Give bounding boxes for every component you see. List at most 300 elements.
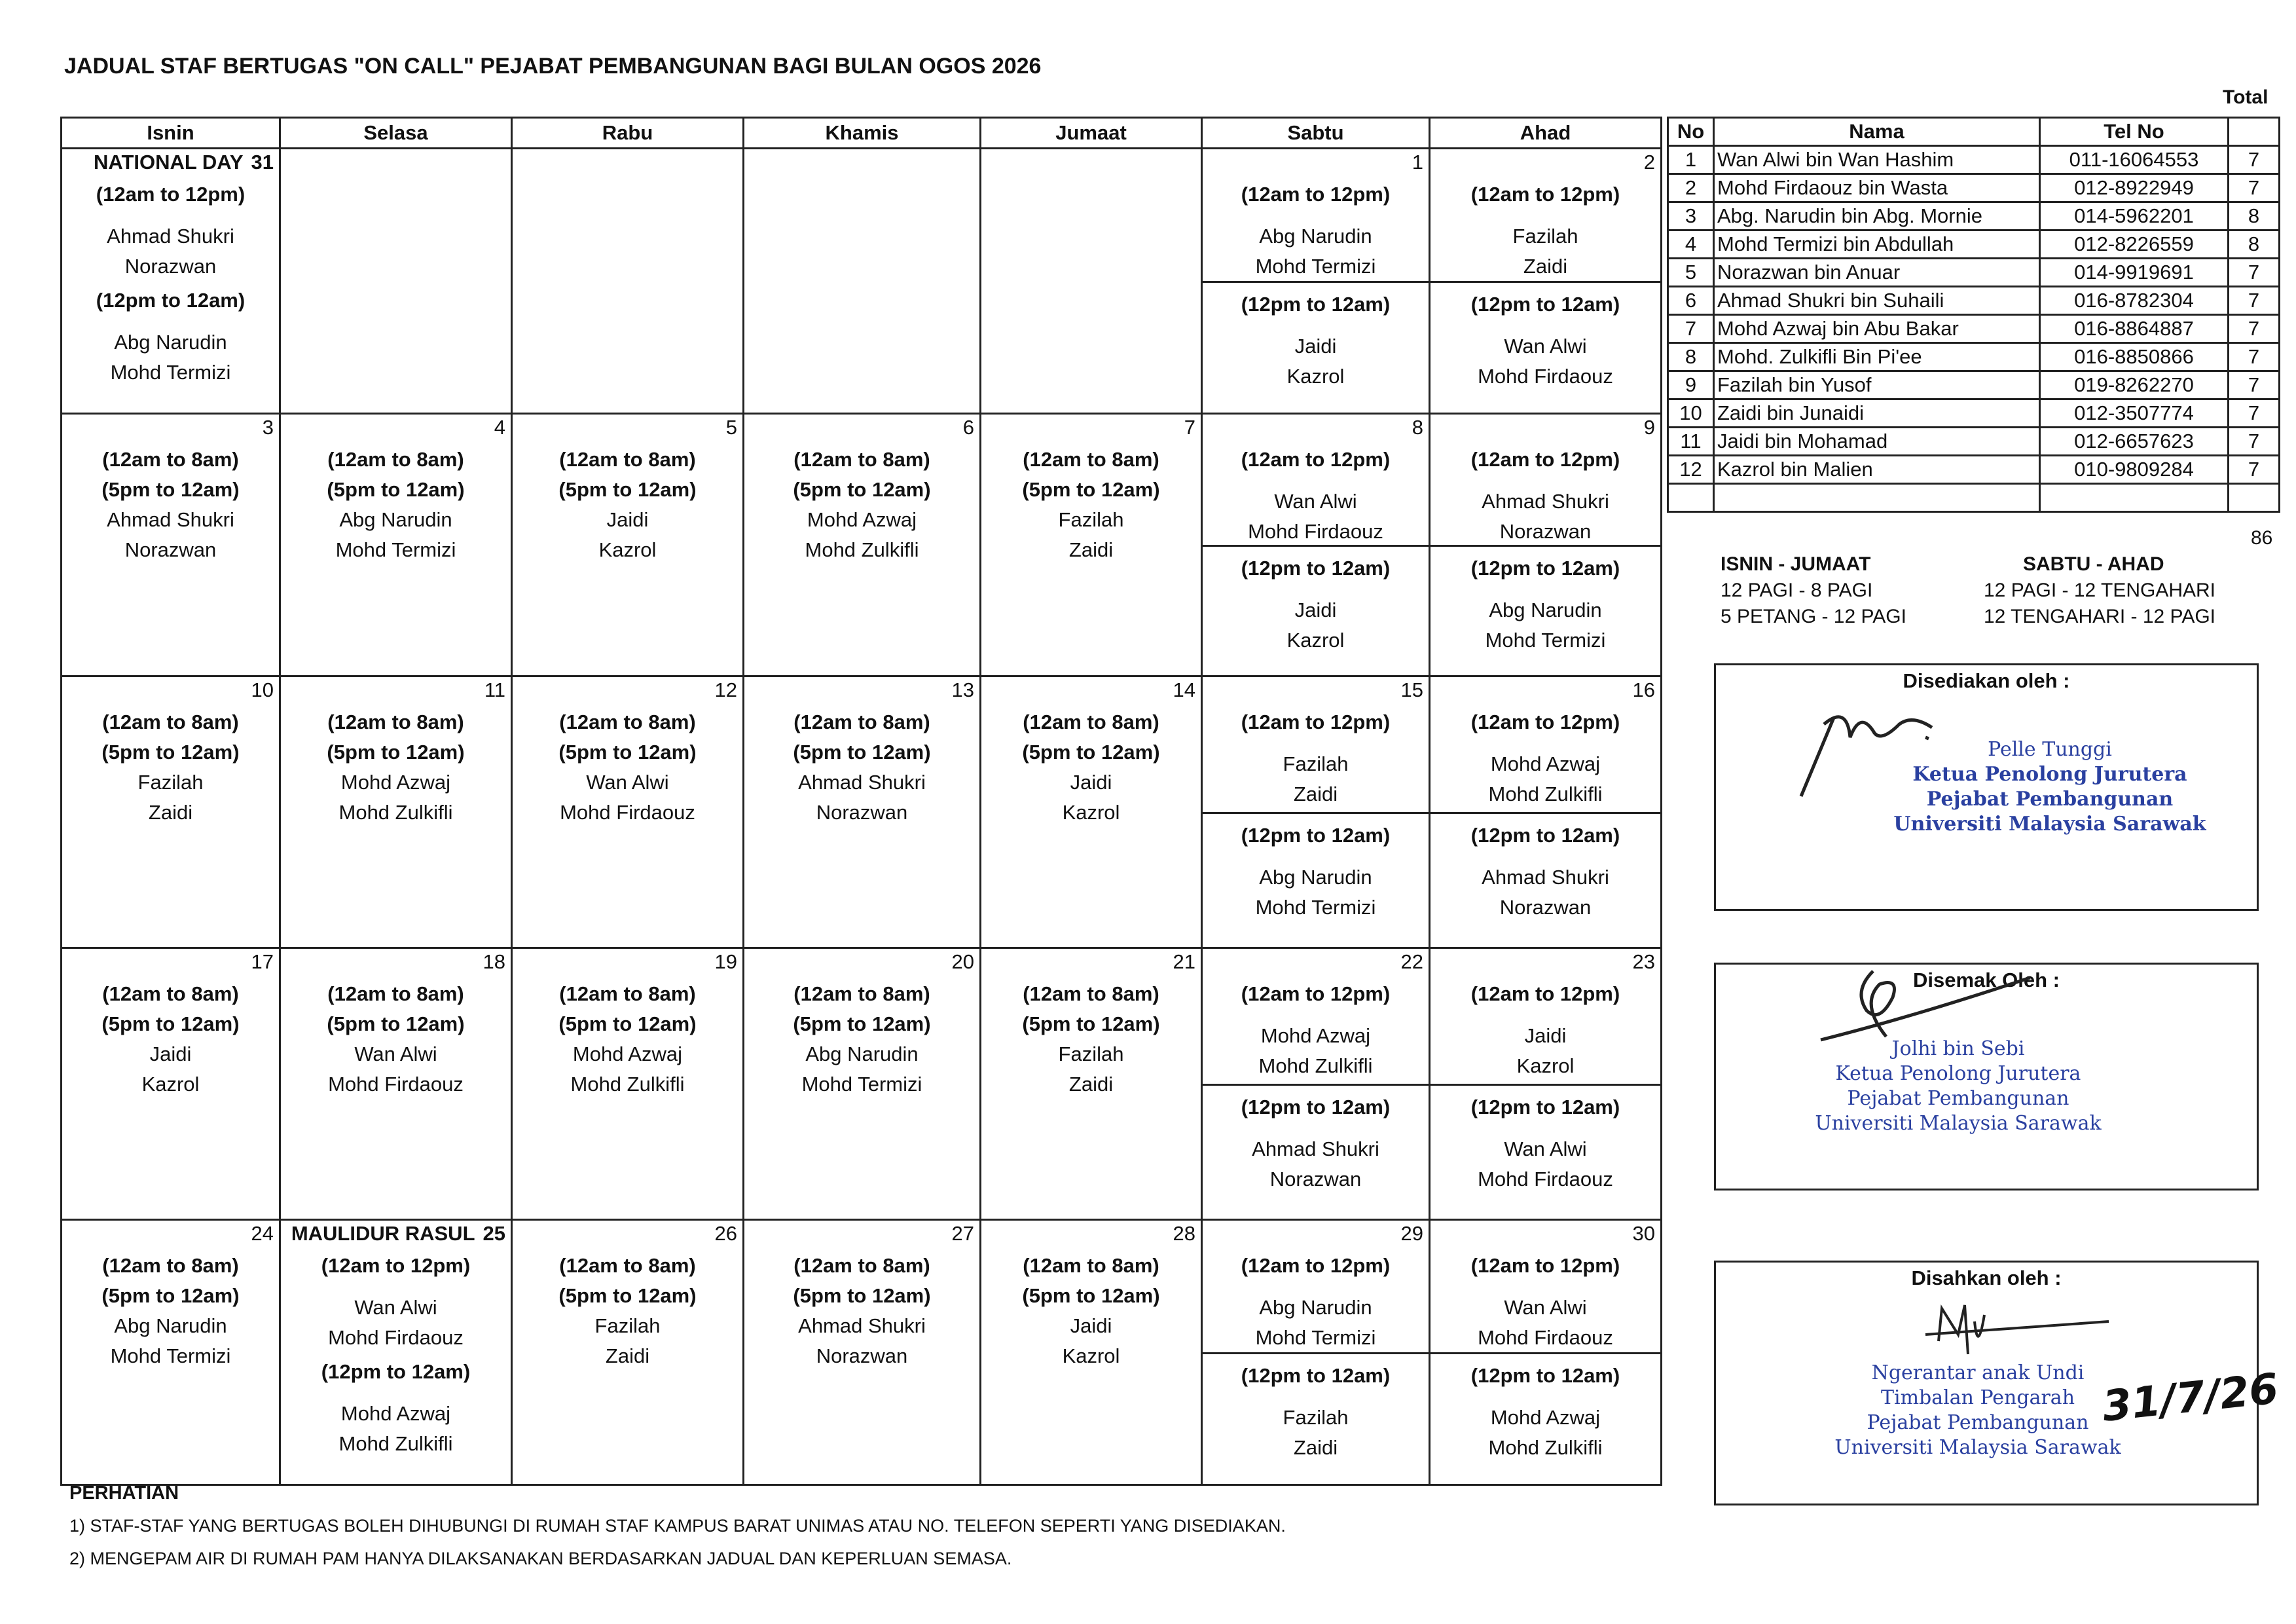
shift-half	[1430, 812, 1660, 945]
shift-block	[1203, 1086, 1429, 1194]
staff-name: Ahmad Shukri	[107, 225, 234, 248]
shift-time: (12am to 8am)	[327, 982, 464, 1005]
calendar-day-cell	[512, 149, 744, 414]
staff-name: Abg Narudin	[114, 331, 227, 354]
staff-name: Wan Alwi	[1504, 1137, 1587, 1160]
staff-name: Mohd Azwaj	[807, 508, 917, 531]
staff-phone: 010-9809284	[2040, 456, 2229, 484]
table-row	[1668, 202, 2280, 231]
calendar-day-cell	[1430, 1220, 1662, 1485]
day-number: 22	[1400, 950, 1423, 973]
staff-header-total	[2229, 118, 2280, 146]
day-number: 23	[1632, 950, 1655, 973]
shift-time: (12pm to 12am)	[1470, 824, 1620, 847]
day-number: 8	[1412, 416, 1423, 439]
staff-name: Mohd Zulkifli	[1488, 783, 1603, 805]
day-number: 16	[1632, 678, 1655, 701]
calendar-day-cell	[62, 149, 280, 414]
shift-block	[1203, 547, 1429, 655]
day-number: 9	[1643, 416, 1655, 439]
total-column-label: Total	[2223, 86, 2269, 108]
shift-time: (12pm to 12am)	[1241, 1364, 1391, 1387]
day-number: 4	[494, 416, 505, 439]
note-item: 1) STAF-STAF YANG BERTUGAS BOLEH DIHUBUNGI DI RUMAH STAF KAMPUS BARAT UNIMAS ATAU NO. TELEFON SEPERTI YANG DISEDIAKAN.	[69, 1516, 1286, 1536]
shift-time: (12am to 8am)	[559, 1254, 696, 1277]
staff-name: Zaidi	[1523, 255, 1568, 278]
day-number: 6	[962, 416, 974, 439]
shift-half	[1203, 281, 1429, 411]
calendar-day-cell	[1202, 149, 1430, 414]
staff-full-name: Norazwan bin Anuar	[1714, 259, 2040, 287]
shift-half	[1203, 545, 1429, 673]
staff-total: 7	[2229, 399, 2280, 428]
staff-name: Mohd Firdaouz	[1478, 1326, 1613, 1349]
staff-header-name: Nama	[1714, 118, 2040, 146]
shift-half	[1203, 1221, 1429, 1352]
day-number: 17	[251, 950, 274, 973]
calendar-day-cell	[62, 948, 280, 1220]
shift-block	[981, 1221, 1201, 1371]
shift-time: (12am to 12pm)	[1241, 982, 1391, 1005]
shift-block	[281, 677, 511, 828]
shift-time: (12am to 8am)	[1023, 710, 1159, 733]
day-number: 20	[951, 950, 974, 973]
legend-weekday-2: 5 PETANG - 12 PAGI	[1721, 606, 1906, 627]
staff-name: Wan Alwi	[354, 1296, 437, 1319]
staff-name: Abg Narudin	[114, 1314, 227, 1337]
staff-name: Mohd Zulkifli	[1488, 1436, 1603, 1459]
checked-by-office: Pejabat Pembangunan	[1847, 1087, 2069, 1110]
staff-name: Wan Alwi	[354, 1043, 437, 1065]
calendar-day-cell	[981, 676, 1202, 948]
day-header: Isnin	[62, 118, 280, 149]
staff-header-no: No	[1668, 118, 1714, 146]
note-item: 2) MENGEPAM AIR DI RUMAH PAM HANYA DILAKSANAKAN BERDASARKAN JADUAL DAN KEPERLUAN SEMASA.	[69, 1549, 1012, 1568]
shift-time: (5pm to 12am)	[558, 478, 697, 501]
staff-name: Norazwan	[124, 255, 217, 278]
staff-phone: 019-8262270	[2040, 371, 2229, 399]
staff-name: Abg Narudin	[1489, 599, 1602, 621]
shift-block	[281, 949, 511, 1099]
shift-time: (12am to 8am)	[793, 448, 930, 471]
shift-half	[1430, 1352, 1660, 1482]
day-number: 14	[1173, 678, 1195, 701]
shift-time: (12am to 12pm)	[1470, 982, 1620, 1005]
shift-block	[1430, 677, 1660, 809]
table-row	[1668, 428, 2280, 456]
staff-name: Wan Alwi	[1504, 1296, 1587, 1319]
shift-block	[1203, 814, 1429, 923]
legend-weekend-1: 12 PAGI - 12 TENGAHARI	[1984, 580, 2216, 601]
table-row	[1668, 287, 2280, 315]
day-header: Khamis	[744, 118, 981, 149]
staff-no: 8	[1668, 343, 1714, 371]
staff-phone: 016-8850866	[2040, 343, 2229, 371]
staff-name: Norazwan	[1499, 520, 1592, 543]
shift-half	[1430, 1221, 1660, 1352]
staff-name: Fazilah	[1058, 1043, 1124, 1065]
holiday-label: MAULIDUR RASUL 25	[291, 1222, 505, 1245]
staff-no: 2	[1668, 174, 1714, 202]
staff-name: Mohd Firdaouz	[1478, 1168, 1613, 1190]
day-header: Ahad	[1430, 118, 1662, 149]
shift-time: (12am to 8am)	[559, 710, 696, 733]
staff-no: 3	[1668, 202, 1714, 231]
approved-by-position: Timbalan Pengarah	[1880, 1386, 2075, 1409]
calendar-day-cell	[744, 149, 981, 414]
staff-no: 7	[1668, 315, 1714, 343]
prepared-by-name: Pelle Tunggi	[1988, 738, 2112, 761]
staff-no: 6	[1668, 287, 1714, 315]
staff-name: Mohd Zulkifli	[805, 538, 919, 561]
staff-name: Ahmad Shukri	[798, 771, 926, 794]
shift-time: (12am to 8am)	[1023, 982, 1159, 1005]
shift-time: (5pm to 12am)	[101, 741, 240, 764]
shift-block	[981, 677, 1201, 828]
staff-full-name: Mohd. Zulkifli Bin Pi'ee	[1714, 343, 2040, 371]
shift-time: (5pm to 12am)	[327, 741, 465, 764]
shift-time: (5pm to 12am)	[558, 1284, 697, 1307]
staff-name: Jaidi	[1294, 599, 1337, 621]
staff-full-name: Jaidi bin Mohamad	[1714, 428, 2040, 456]
staff-no: 1	[1668, 146, 1714, 174]
staff-phone: 011-16064553	[2040, 146, 2229, 174]
shift-time: (12pm to 12am)	[321, 1360, 471, 1383]
shift-block	[281, 1353, 511, 1459]
staff-phone: 012-8922949	[2040, 174, 2229, 202]
calendar-day-cell	[512, 1220, 744, 1485]
calendar-day-cell	[280, 1220, 512, 1485]
shift-half	[1430, 281, 1660, 411]
shift-time: (5pm to 12am)	[327, 1012, 465, 1035]
prepared-by-office: Pejabat Pembangunan	[1926, 788, 2174, 811]
calendar-day-cell	[744, 676, 981, 948]
shift-time: (12am to 8am)	[793, 982, 930, 1005]
shift-block	[1203, 1354, 1429, 1463]
staff-name: Mohd Termizi	[1485, 629, 1606, 652]
staff-name: Kazrol	[141, 1073, 200, 1096]
calendar-table	[60, 117, 1662, 1486]
day-number: 15	[1400, 678, 1423, 701]
day-number: 24	[251, 1222, 274, 1245]
shift-time: (12am to 12pm)	[1241, 448, 1391, 471]
staff-name: Jaidi	[1294, 335, 1337, 358]
staff-name: Fazilah	[137, 771, 204, 794]
calendar-day-cell	[744, 948, 981, 1220]
table-row-empty	[1668, 484, 2280, 512]
shift-time: (12am to 12pm)	[1470, 1254, 1620, 1277]
shift-time: (5pm to 12am)	[1022, 478, 1160, 501]
notes-section	[69, 1477, 1286, 1575]
table-row	[1668, 259, 2280, 287]
staff-name: Kazrol	[1516, 1054, 1575, 1077]
staff-full-name: Mohd Termizi bin Abdullah	[1714, 231, 2040, 259]
staff-table	[1667, 117, 2280, 513]
staff-name: Mohd Termizi	[801, 1073, 922, 1096]
staff-total: 8	[2229, 202, 2280, 231]
table-row	[1668, 399, 2280, 428]
prepared-by-box	[1714, 663, 2259, 911]
legend-weekend-2: 12 TENGAHARI - 12 PAGI	[1984, 606, 2216, 627]
calendar-day-cell	[744, 1220, 981, 1485]
calendar-day-cell	[1430, 149, 1662, 414]
table-row	[1668, 371, 2280, 399]
shift-half	[1430, 949, 1660, 1084]
prepared-by-position: Ketua Penolong Jurutera	[1912, 763, 2187, 786]
staff-name: Mohd Firdaouz	[560, 801, 695, 824]
staff-name: Mohd Termizi	[1255, 255, 1376, 278]
shift-block	[1430, 283, 1660, 392]
shift-time: (12am to 8am)	[1023, 448, 1159, 471]
calendar-day-cell	[280, 149, 512, 414]
shift-block	[1203, 149, 1429, 282]
staff-name: Mohd Azwaj	[572, 1043, 683, 1065]
shift-time: (12am to 12pm)	[1241, 1254, 1391, 1277]
shift-block	[744, 415, 979, 565]
staff-name: Mohd Zulkifli	[570, 1073, 685, 1096]
shift-block	[62, 949, 279, 1099]
staff-name: Jaidi	[149, 1043, 192, 1065]
shift-block	[744, 1221, 979, 1371]
staff-name: Zaidi	[1068, 538, 1114, 561]
staff-name: Mohd Zulkifli	[338, 801, 453, 824]
shift-time: (12am to 8am)	[102, 710, 239, 733]
calendar-day-cell	[1202, 948, 1430, 1220]
grand-total: 86	[2251, 527, 2273, 549]
day-number: 19	[714, 950, 737, 973]
day-header: Rabu	[512, 118, 744, 149]
shift-time: (5pm to 12am)	[101, 1012, 240, 1035]
calendar-day-cell	[512, 414, 744, 676]
staff-name: Fazilah	[1512, 225, 1578, 248]
shift-time: (12pm to 12am)	[96, 289, 246, 312]
shift-half	[1430, 1084, 1660, 1217]
staff-name: Abg Narudin	[805, 1043, 919, 1065]
staff-name: Mohd Zulkifli	[338, 1432, 453, 1455]
shift-time: (12pm to 12am)	[1470, 1096, 1620, 1118]
empty-cell	[2040, 484, 2229, 512]
shift-time: (12am to 8am)	[102, 982, 239, 1005]
staff-name: Ahmad Shukri	[107, 508, 234, 531]
staff-name: Abg Narudin	[1259, 1296, 1372, 1319]
staff-total: 7	[2229, 315, 2280, 343]
day-number: 2	[1643, 151, 1655, 174]
shift-block	[1430, 1086, 1660, 1194]
staff-total: 7	[2229, 371, 2280, 399]
shift-half	[1203, 149, 1429, 281]
shift-time: (5pm to 12am)	[558, 741, 697, 764]
shift-time: (5pm to 12am)	[1022, 1284, 1160, 1307]
staff-name: Fazilah	[1283, 1406, 1349, 1429]
shift-block	[513, 949, 742, 1099]
table-row	[1668, 231, 2280, 259]
staff-phone: 016-8864887	[2040, 315, 2229, 343]
staff-name: Jaidi	[1070, 1314, 1112, 1337]
staff-name: Ahmad Shukri	[798, 1314, 926, 1337]
shift-half	[1203, 1352, 1429, 1482]
day-number: 27	[951, 1222, 974, 1245]
shift-block	[981, 415, 1201, 565]
checked-by-name: Jolhi bin Sebi	[1891, 1037, 2025, 1060]
shift-time: (12am to 8am)	[327, 710, 464, 733]
staff-name: Mohd Firdaouz	[328, 1073, 464, 1096]
shift-time: (12am to 12pm)	[1470, 448, 1620, 471]
staff-name: Jaidi	[606, 508, 649, 531]
day-number: 13	[951, 678, 974, 701]
shift-time: (12am to 8am)	[102, 1254, 239, 1277]
calendar-day-cell	[981, 414, 1202, 676]
shift-block	[513, 677, 742, 828]
shift-half	[1203, 677, 1429, 812]
approved-date: 31/7/26	[2100, 1365, 2281, 1431]
shift-block	[1203, 283, 1429, 392]
staff-name: Zaidi	[1068, 1073, 1114, 1096]
shift-time: (5pm to 12am)	[1022, 1012, 1160, 1035]
staff-name: Mohd Firdaouz	[1478, 365, 1613, 388]
table-row	[1668, 146, 2280, 174]
checked-by-university: Universiti Malaysia Sarawak	[1815, 1112, 2102, 1135]
calendar-day-cell	[1430, 414, 1662, 676]
shift-block	[1203, 1221, 1429, 1353]
shift-block	[981, 949, 1201, 1099]
table-row	[1668, 315, 2280, 343]
staff-no: 10	[1668, 399, 1714, 428]
staff-name: Jaidi	[1070, 771, 1112, 794]
shift-half	[1203, 949, 1429, 1084]
staff-no: 12	[1668, 456, 1714, 484]
page-title: JADUAL STAF BERTUGAS "ON CALL" PEJABAT PEMBANGUNAN BAGI BULAN OGOS 2026	[64, 54, 1042, 79]
staff-name: Mohd Zulkifli	[1258, 1054, 1373, 1077]
shift-time: (5pm to 12am)	[327, 478, 465, 501]
staff-phone: 012-3507774	[2040, 399, 2229, 428]
staff-name: Fazilah	[594, 1314, 661, 1337]
day-number: 3	[262, 416, 274, 439]
calendar-day-cell	[280, 414, 512, 676]
approved-by-box	[1714, 1261, 2281, 1505]
calendar-day-cell	[1202, 414, 1430, 676]
shift-half	[1203, 812, 1429, 945]
calendar-day-cell	[744, 414, 981, 676]
shift-block	[1430, 415, 1660, 547]
day-number: 10	[251, 678, 274, 701]
day-number: 21	[1173, 950, 1195, 973]
staff-name: Mohd Azwaj	[340, 771, 451, 794]
staff-total: 7	[2229, 343, 2280, 371]
shift-half	[1203, 415, 1429, 545]
staff-name: Mohd Firdaouz	[1248, 520, 1383, 543]
shift-time: (12pm to 12am)	[1470, 293, 1620, 316]
shift-block	[1203, 949, 1429, 1081]
shift-time: (5pm to 12am)	[101, 478, 240, 501]
calendar-day-cell	[1202, 1220, 1430, 1485]
checked-by-box	[1714, 963, 2259, 1190]
day-number: 11	[484, 678, 505, 701]
staff-name: Mohd Termizi	[110, 1344, 231, 1367]
staff-name: Ahmad Shukri	[1252, 1137, 1379, 1160]
legend-weekday	[1721, 553, 1906, 628]
shift-time: (12am to 8am)	[793, 710, 930, 733]
staff-phone: 014-5962201	[2040, 202, 2229, 231]
staff-name: Mohd Termizi	[110, 361, 231, 384]
checked-by-position: Ketua Penolong Jurutera	[1835, 1062, 2081, 1085]
shift-time: (12am to 12pm)	[1241, 710, 1391, 733]
table-row	[1668, 174, 2280, 202]
legend-weekend	[1984, 553, 2215, 628]
legend-weekday-1: 12 PAGI - 8 PAGI	[1721, 580, 1873, 601]
shift-time: (12am to 12pm)	[96, 183, 246, 206]
staff-full-name: Mohd Azwaj bin Abu Bakar	[1714, 315, 2040, 343]
empty-cell	[2229, 484, 2280, 512]
staff-no: 11	[1668, 428, 1714, 456]
shift-time: (12pm to 12am)	[1241, 557, 1391, 580]
shift-time: (12pm to 12am)	[1470, 1364, 1620, 1387]
day-header: Selasa	[280, 118, 512, 149]
staff-total: 7	[2229, 259, 2280, 287]
staff-name: Fazilah	[1058, 508, 1124, 531]
approved-by-name: Ngerantar anak Undi	[1871, 1361, 2085, 1384]
day-number: 12	[714, 678, 737, 701]
staff-total: 7	[2229, 174, 2280, 202]
shift-block	[1430, 1221, 1660, 1353]
staff-name: Wan Alwi	[1504, 335, 1587, 358]
staff-name: Kazrol	[1062, 1344, 1120, 1367]
staff-name: Norazwan	[124, 538, 217, 561]
empty-cell	[1668, 484, 1714, 512]
staff-phone: 014-9919691	[2040, 259, 2229, 287]
staff-name: Mohd Termizi	[335, 538, 456, 561]
shift-time: (12pm to 12am)	[1241, 824, 1391, 847]
staff-name: Wan Alwi	[1274, 490, 1357, 513]
staff-no: 9	[1668, 371, 1714, 399]
prepared-by-heading: Disediakan oleh :	[1903, 669, 2070, 692]
shift-time: (12am to 12pm)	[321, 1254, 471, 1277]
calendar-day-cell	[981, 948, 1202, 1220]
table-row	[1668, 343, 2280, 371]
approved-by-office: Pejabat Pembangunan	[1867, 1411, 2089, 1434]
staff-name: Mohd Termizi	[1255, 1326, 1376, 1349]
staff-name: Norazwan	[1499, 896, 1592, 919]
shift-half	[1203, 1084, 1429, 1217]
signature-icon	[1912, 1295, 2122, 1367]
calendar-day-cell	[62, 414, 280, 676]
shift-time: (12pm to 12am)	[1241, 293, 1391, 316]
staff-full-name: Wan Alwi bin Wan Hashim	[1714, 146, 2040, 174]
day-number: 7	[1184, 416, 1195, 439]
shift-block	[1430, 547, 1660, 655]
staff-full-name: Abg. Narudin bin Abg. Mornie	[1714, 202, 2040, 231]
shift-block	[744, 677, 979, 828]
shift-time: (5pm to 12am)	[101, 1284, 240, 1307]
approved-by-heading: Disahkan oleh :	[1911, 1266, 2062, 1289]
day-header: Jumaat	[981, 118, 1202, 149]
calendar-day-cell	[1202, 676, 1430, 948]
staff-name: Zaidi	[148, 801, 193, 824]
notes-title: PERHATIAN	[69, 1483, 179, 1504]
empty-cell	[1714, 484, 2040, 512]
staff-name: Jaidi	[1524, 1024, 1567, 1047]
staff-total: 7	[2229, 456, 2280, 484]
staff-full-name: Ahmad Shukri bin Suhaili	[1714, 287, 2040, 315]
staff-name: Mohd Azwaj	[1490, 1406, 1601, 1429]
day-number: 30	[1632, 1222, 1655, 1245]
shift-block	[1430, 149, 1660, 282]
staff-total: 7	[2229, 287, 2280, 315]
calendar-day-cell	[62, 1220, 280, 1485]
staff-name: Mohd Azwaj	[1490, 752, 1601, 775]
shift-block	[281, 415, 511, 565]
day-number: 29	[1400, 1222, 1423, 1245]
day-number: 1	[1412, 151, 1423, 174]
